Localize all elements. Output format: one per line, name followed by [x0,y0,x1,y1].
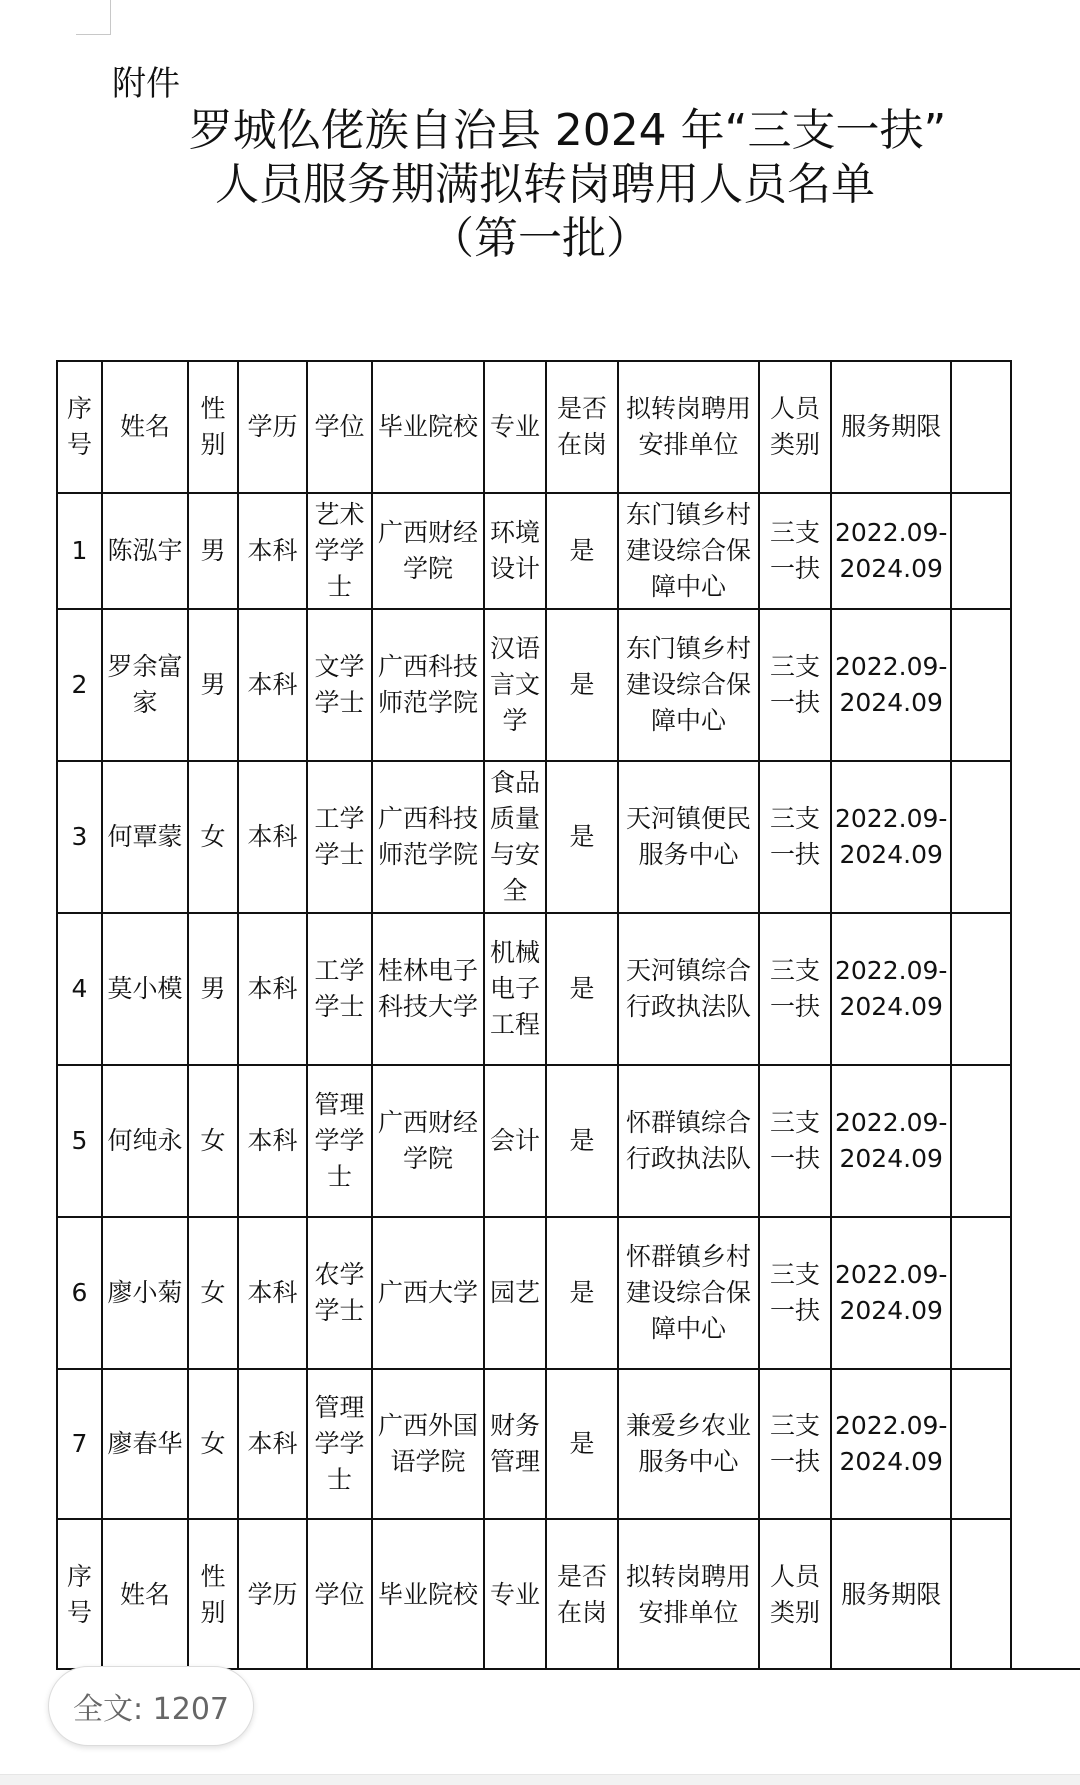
header-cell: 性 别 [188,1519,238,1668]
table-cell: 广西大学 [372,1217,484,1369]
table-cell: 环境 设计 [484,493,546,609]
overflow-column-cell [951,609,1011,761]
table-cell: 本科 [238,1369,307,1519]
table-cell: 陈泓宇 [102,493,188,609]
header-cell: 是否 在岗 [546,361,618,493]
table-cell: 2022.09- 2024.09 [831,1065,951,1217]
table-cell: 7 [57,1369,102,1519]
table-cell: 工学 学士 [307,761,372,913]
header-cell: 学位 [307,361,372,493]
table-cell: 2022.09- 2024.09 [831,609,951,761]
header-cell: 学历 [238,361,307,493]
table-cell: 是 [546,493,618,609]
header-cell: 序 号 [57,361,102,493]
table-cell: 女 [188,1065,238,1217]
table-cell: 女 [188,1217,238,1369]
overflow-column-cell [951,493,1011,609]
table-cell: 广西财经 学院 [372,1065,484,1217]
table-cell: 何覃蒙 [102,761,188,913]
table-cell: 兼爱乡农业 服务中心 [618,1369,759,1519]
table-cell: 怀群镇综合 行政执法队 [618,1065,759,1217]
header-cell: 专业 [484,361,546,493]
table-viewport[interactable] [56,360,1080,1668]
table-cell: 工学 学士 [307,913,372,1065]
header-cell: 专业 [484,1519,546,1668]
table-row [57,609,1011,761]
table-cell: 是 [546,1217,618,1369]
table-row [57,1217,1011,1369]
table-cell: 东门镇乡村 建设综合保 障中心 [618,493,759,609]
table-cell: 2 [57,609,102,761]
table-cell: 广西科技 师范学院 [372,761,484,913]
header-cell: 性 别 [188,361,238,493]
table-cell: 三支 一扶 [759,1217,831,1369]
table-cell: 1 [57,493,102,609]
overflow-column-cell [951,361,1011,493]
table-cell: 会计 [484,1065,546,1217]
table-cell: 5 [57,1065,102,1217]
document-title [0,104,1080,266]
table-cell: 三支 一扶 [759,609,831,761]
table-cell: 三支 一扶 [759,1065,831,1217]
table-cell: 文学 学士 [307,609,372,761]
table-row [57,1369,1011,1519]
table-cell: 本科 [238,913,307,1065]
header-cell: 服务期限 [831,361,951,493]
table-cell: 天河镇综合 行政执法队 [618,913,759,1065]
table-cell: 本科 [238,493,307,609]
table-cell: 男 [188,913,238,1065]
overflow-column-cell [951,1217,1011,1369]
table-cell: 廖春华 [102,1369,188,1519]
header-cell: 姓名 [102,361,188,493]
header-cell: 拟转岗聘用 安排单位 [618,361,759,493]
table-cell: 廖小菊 [102,1217,188,1369]
table-cell: 三支 一扶 [759,1369,831,1519]
table-cell: 桂林电子 科技大学 [372,913,484,1065]
table-row [57,493,1011,609]
table-row [57,1065,1011,1217]
table-cell: 广西外国 语学院 [372,1369,484,1519]
overflow-column-cell [951,1519,1011,1668]
table-cell: 三支 一扶 [759,761,831,913]
table-cell: 管理 学学 士 [307,1369,372,1519]
table-cell: 是 [546,1065,618,1217]
table-cell: 汉语 言文 学 [484,609,546,761]
header-cell: 毕业院校 [372,361,484,493]
header-cell: 学历 [238,1519,307,1668]
table-cell: 是 [546,913,618,1065]
table-cell: 艺术 学学 士 [307,493,372,609]
table-cell: 财务 管理 [484,1369,546,1519]
table-cell: 莫小模 [102,913,188,1065]
table-cell: 2022.09- 2024.09 [831,493,951,609]
table-cell: 女 [188,1369,238,1519]
header-cell: 是否 在岗 [546,1519,618,1668]
table-cell: 广西科技 师范学院 [372,609,484,761]
table-cell: 何纯永 [102,1065,188,1217]
overflow-column-cell [951,1369,1011,1519]
table-cell: 2022.09- 2024.09 [831,761,951,913]
table-header-row [57,361,1011,493]
header-cell: 毕业院校 [372,1519,484,1668]
header-cell: 学位 [307,1519,372,1668]
table-cell: 3 [57,761,102,913]
overflow-column-cell [951,761,1011,913]
table-cell: 男 [188,609,238,761]
bottom-divider [0,1774,1080,1785]
header-cell: 拟转岗聘用 安排单位 [618,1519,759,1668]
overflow-column-cell [951,1065,1011,1217]
header-cell: 人员 类别 [759,1519,831,1668]
table-cell: 食品 质量 与安 全 [484,761,546,913]
header-cell: 序 号 [57,1519,102,1668]
table-cell: 本科 [238,1065,307,1217]
table-cell: 是 [546,761,618,913]
table-cell: 农学 学士 [307,1217,372,1369]
table-cell: 三支 一扶 [759,913,831,1065]
title-line-1: 罗城仫佬族自治县 2024 年“三支一扶” [188,105,947,156]
table-cell: 2022.09- 2024.09 [831,1369,951,1519]
table-cell: 女 [188,761,238,913]
header-cell: 人员 类别 [759,361,831,493]
table-cell: 天河镇便民 服务中心 [618,761,759,913]
table-cell: 本科 [238,609,307,761]
overflow-column-cell [951,913,1011,1065]
table-cell: 本科 [238,761,307,913]
table-cell: 6 [57,1217,102,1369]
table-cell: 广西财经 学院 [372,493,484,609]
page-crop-mark [76,0,111,35]
table-cell: 4 [57,913,102,1065]
table-cell: 男 [188,493,238,609]
title-line-3: （第一批） [430,213,650,264]
personnel-table [56,360,1012,1668]
table-cell: 园艺 [484,1217,546,1369]
table-cell: 2022.09- 2024.09 [831,1217,951,1369]
title-line-2: 人员服务期满拟转岗聘用人员名单 [215,159,875,210]
header-cell: 服务期限 [831,1519,951,1668]
table-cell: 东门镇乡村 建设综合保 障中心 [618,609,759,761]
table-cell: 机械 电子 工程 [484,913,546,1065]
table-row [57,913,1011,1065]
header-cell: 姓名 [102,1519,188,1668]
attachment-label: 附件 [112,64,180,104]
table-header-row-repeat [57,1519,1011,1668]
table-cell: 管理 学学 士 [307,1065,372,1217]
table-cell: 怀群镇乡村 建设综合保 障中心 [618,1217,759,1369]
table-cell: 本科 [238,1217,307,1369]
table-cell: 2022.09- 2024.09 [831,913,951,1065]
word-count-badge[interactable]: 全文: 1207 [48,1666,254,1746]
table-cell: 是 [546,609,618,761]
table-cell: 是 [546,1369,618,1519]
table-row [57,761,1011,913]
table-cell: 三支 一扶 [759,493,831,609]
table-cell: 罗余富 家 [102,609,188,761]
